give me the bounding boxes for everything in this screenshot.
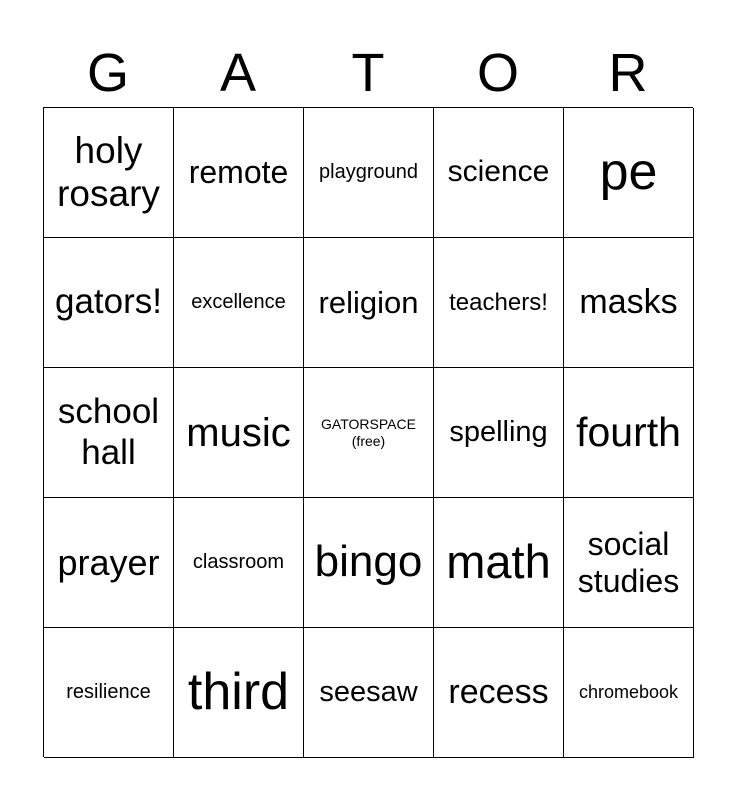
cell-text: recess [448, 672, 549, 711]
cell-text: school hall [57, 392, 160, 472]
bingo-cell-r2-c2[interactable] [174, 238, 304, 368]
bingo-cell-r3-c2[interactable] [174, 368, 304, 498]
cell-text: classroom [192, 551, 285, 573]
header-letter-g: G [86, 43, 129, 103]
bingo-cell-r5-c2[interactable] [174, 628, 304, 758]
cell-text: bingo [314, 537, 423, 587]
bingo-header [43, 38, 693, 108]
bingo-cell-r4-c2[interactable] [174, 498, 304, 628]
cell-text: teachers! [449, 288, 548, 316]
bingo-cell-free-space[interactable] [304, 368, 434, 498]
cell-text: GATORSPACE (free) [321, 416, 416, 449]
cell-text: math [446, 535, 551, 589]
bingo-cell-r1-c5[interactable] [564, 108, 694, 238]
bingo-board [43, 107, 693, 757]
bingo-cell-r4-c1[interactable] [44, 498, 174, 628]
bingo-cell-r3-c5[interactable] [564, 368, 694, 498]
cell-text: pe [599, 142, 658, 201]
bingo-cell-r2-c5[interactable] [564, 238, 694, 368]
header-letter-o: O [476, 43, 519, 103]
header-letter-r: R [608, 43, 648, 103]
header-letter-t: T [351, 43, 385, 103]
bingo-cell-r4-c5[interactable] [564, 498, 694, 628]
cell-text: resilience [66, 681, 151, 703]
cell-text: social studies [577, 525, 680, 599]
cell-text: fourth [576, 408, 681, 455]
bingo-cell-r3-c4[interactable] [434, 368, 564, 498]
bingo-cell-r1-c3[interactable] [304, 108, 434, 238]
cell-text: third [187, 662, 290, 721]
bingo-cell-r2-c4[interactable] [434, 238, 564, 368]
cell-text: masks [579, 282, 678, 321]
cell-text: seesaw [319, 675, 418, 708]
cell-text: science [447, 155, 550, 189]
cell-text: spelling [449, 415, 548, 448]
cell-text: prayer [57, 541, 160, 583]
cell-text: gators! [55, 282, 162, 322]
cell-text: holy rosary [57, 129, 160, 214]
cell-text: religion [318, 284, 419, 320]
bingo-cell-r2-c1[interactable] [44, 238, 174, 368]
bingo-cell-r2-c3[interactable] [304, 238, 434, 368]
bingo-cell-r1-c1[interactable] [44, 108, 174, 238]
bingo-cell-r5-c4[interactable] [434, 628, 564, 758]
header-letter-a: A [219, 43, 257, 103]
bingo-cell-r5-c3[interactable] [304, 628, 434, 758]
cell-text: remote [188, 154, 289, 191]
bingo-cell-r4-c4[interactable] [434, 498, 564, 628]
bingo-cell-r4-c3[interactable] [304, 498, 434, 628]
cell-text: chromebook [578, 682, 679, 703]
cell-text: music [186, 410, 291, 455]
bingo-cell-r5-c1[interactable] [44, 628, 174, 758]
bingo-cell-r1-c2[interactable] [174, 108, 304, 238]
cell-text: playground [319, 161, 418, 183]
cell-text: excellence [191, 291, 286, 313]
bingo-cell-r3-c1[interactable] [44, 368, 174, 498]
bingo-cell-r5-c5[interactable] [564, 628, 694, 758]
bingo-cell-r1-c4[interactable] [434, 108, 564, 238]
